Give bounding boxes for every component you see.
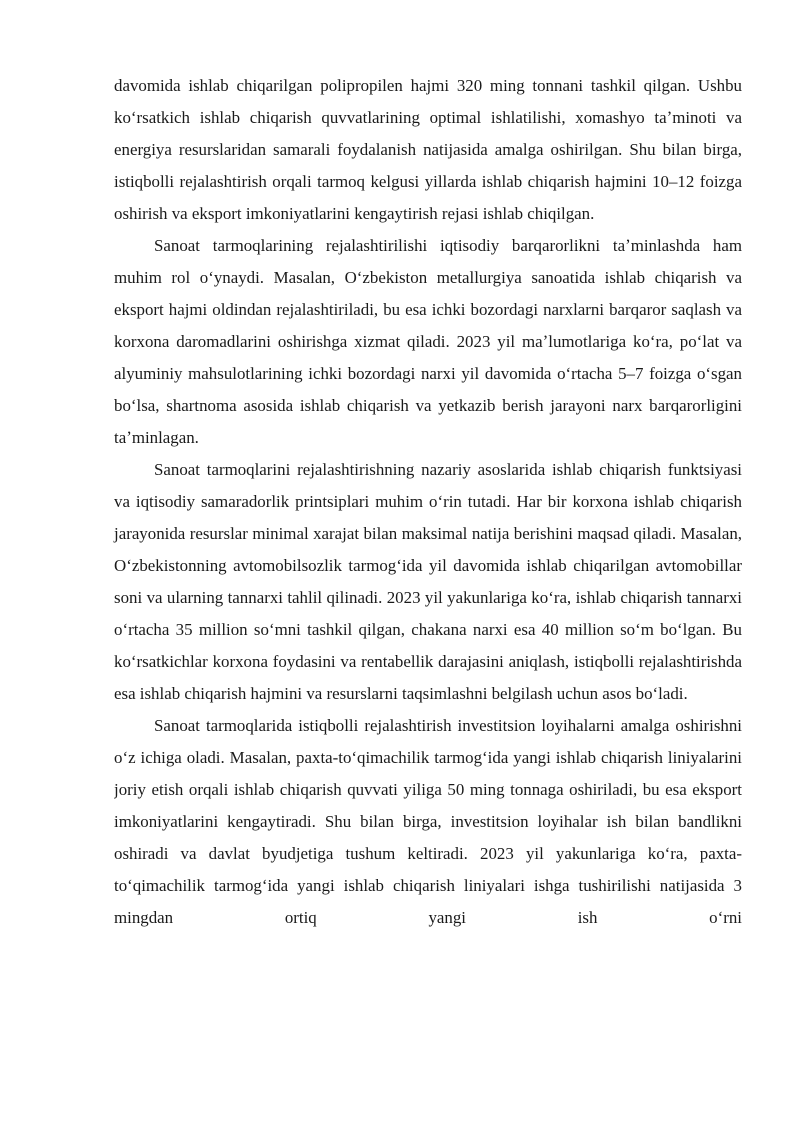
paragraph-continuation: davomida ishlab chiqarilgan polipropilen hajmi 320 ming tonnani tashkil qilgan. Ushbu koʻrsatkich ishlab chiqarish quvvatlarining optimal ishlatilishi, xomashyo taʼminoti va energiya resurslaridan samarali foydalanish natijasida amalga oshirilgan. Shu bilan birga, istiqbolli rejalashtirish orqali tarmoq kelgusi yillarda ishlab chiqarish hajmini 10–12 foizga oshirish va eksport imkoniyatlarini kengaytirish rejasi ishlab chiqilgan.	[114, 76, 742, 223]
paragraph-investment-projects: Sanoat tarmoqlarida istiqbolli rejalashtirish investitsion loyihalarni amalga oshirishni oʻz ichiga oladi. Masalan, paxta-toʻqimachilik tarmogʻida yangi ishlab chiqarish liniyalarini joriy etish orqali ishlab chiqarish quvvati yiliga 50 ming tonnaga oshiriladi, bu esa eksport imkoniyatlarini kengaytiradi. Shu bilan birga, investitsion loyihalar ish bilan bandlikni oshiradi va davlat byudjetiga tushum keltiradi. 2023 yil yakunlariga koʻra, paxta-toʻqimachilik tarmogʻida yangi ishlab chiqarish liniyalari ishga tushirilishi natijasida 3 mingdan ortiq yangi ish oʻrni	[114, 716, 742, 927]
paragraph-production-function: Sanoat tarmoqlarini rejalashtirishning nazariy asoslarida ishlab chiqarish funktsiyasi va iqtisodiy samaradorlik printsiplari muhim oʻrin tutadi. Har bir korxona ishlab chiqarish jarayonida resurslar minimal xarajat bilan maksimal natija berishini maqsad qiladi. Masalan, Oʻzbekistonning avtomobilsozlik tarmogʻida yil davomida ishlab chiqarilgan avtomobillar soni va ularning tannarxi tahlil qilinadi. 2023 yil yakunlariga koʻra, ishlab chiqarish tannarxi oʻrtacha 35 million soʻmni tashkil qilgan, chakana narxi esa 40 million soʻm boʻlgan. Bu koʻrsatkichlar korxona foydasini va rentabellik darajasini aniqlash, istiqbolli rejalashtirishda esa ishlab chiqarish hajmini va resurslarni taqsimlashni belgilash uchun asos boʻladi.	[114, 460, 742, 703]
paragraph-economic-stability: Sanoat tarmoqlarining rejalashtirilishi iqtisodiy barqarorlikni taʼminlashda ham muhim rol oʻynaydi. Masalan, Oʻzbekiston metallurgiya sanoatida ishlab chiqarish va eksport hajmi oldindan rejalashtiriladi, bu esa ichki bozordagi narxlarni barqaror saqlash va korxona daromadlarini oshirishga xizmat qiladi. 2023 yil maʼlumotlariga koʻra, poʻlat va alyuminiy mahsulotlarining ichki bozordagi narxi yil davomida oʻrtacha 5–7 foizga oʻsgan boʻlsa, shartnoma asosida ishlab chiqarish va yetkazib berish jarayoni narx barqarorligini taʼminlagan.	[114, 236, 742, 447]
